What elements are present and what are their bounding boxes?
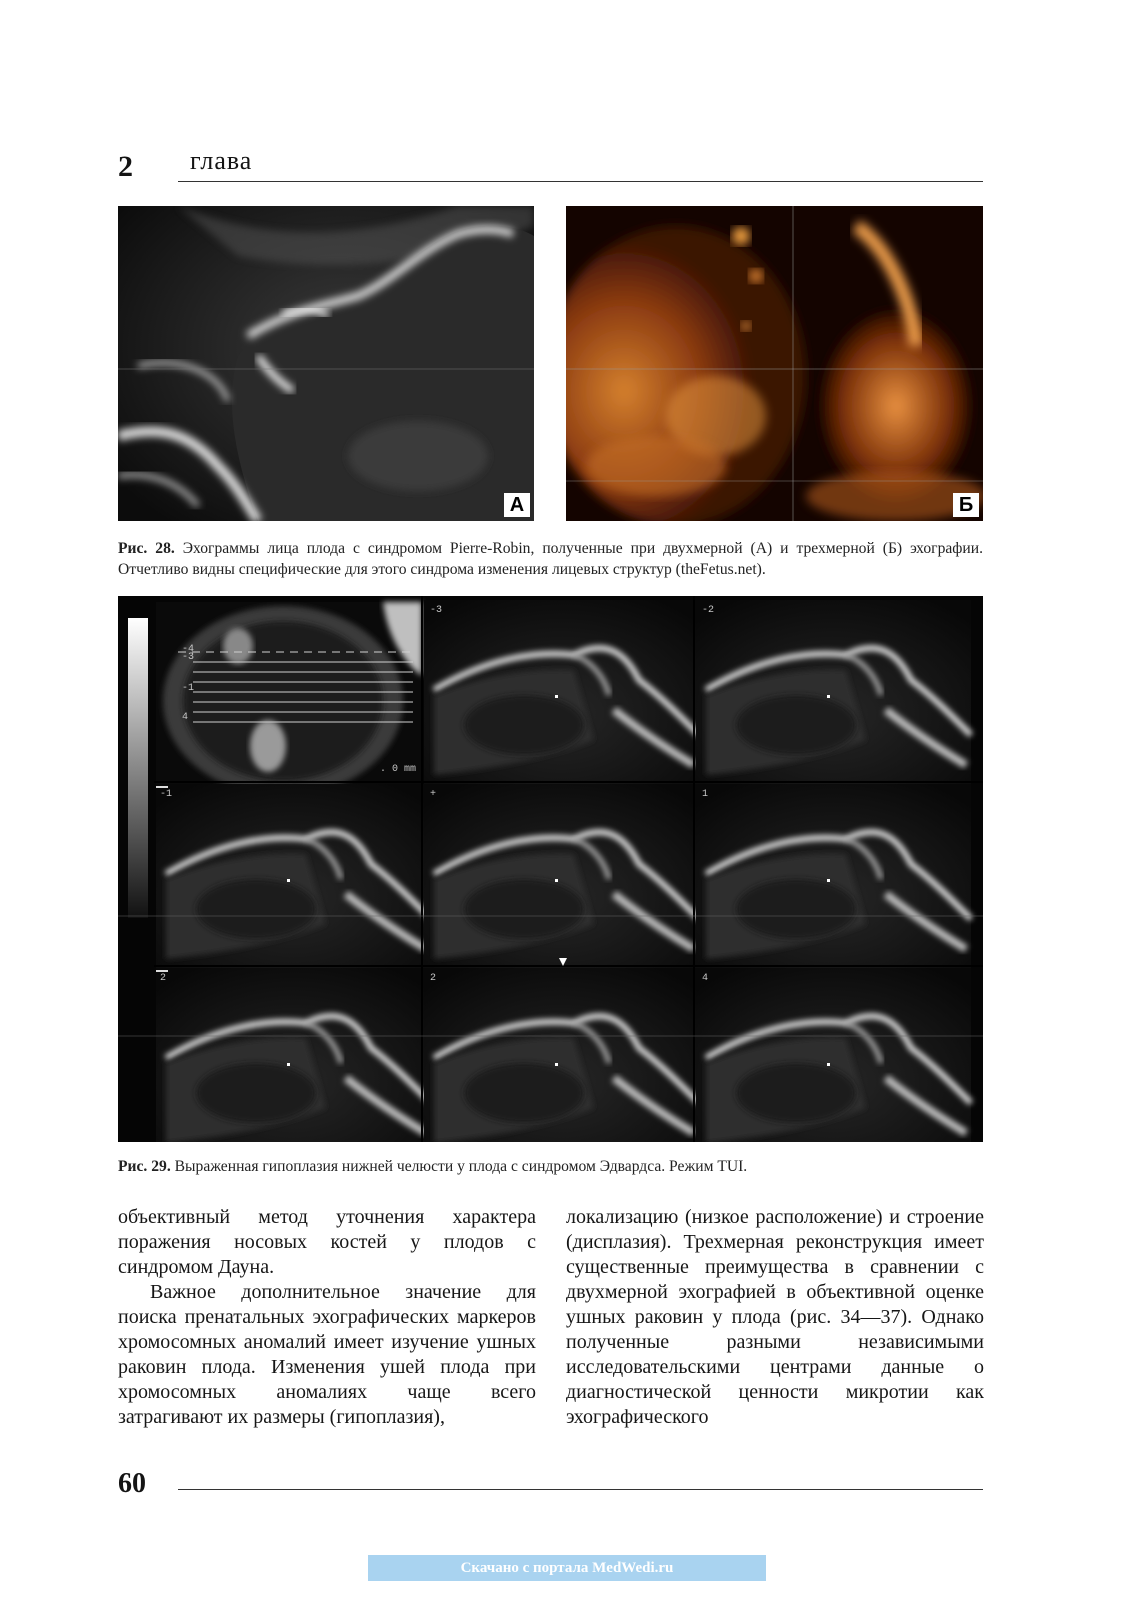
scale-tick-0: -4 <box>182 644 195 655</box>
body-paragraph: Важное дополнительное значение для поиска пренатальных эхографических маркеров хромосомных аномалий имеет изучение ушных раковин плода. Изменения ушей плода при хромосомных аномалиях чаще всего затрагивают их размеры (гипоплазия), <box>118 1281 536 1428</box>
body-right-column <box>566 1205 984 1430</box>
scale-tick-3: -1 <box>182 683 195 694</box>
slice-label-7: 4 <box>702 973 709 984</box>
header-rule <box>178 181 983 182</box>
figure-29-caption-text: Выраженная гипоплазия нижней челюсти у плода с синдромом Эдвардса. Режим TUI. <box>174 1158 748 1175</box>
figure-28-caption-lead: Рис. 28. <box>118 540 175 557</box>
body-paragraph: локализацию (низкое расположение) и строение (дисплазия). Трехмерная реконструкция имеет существенные преимущества в сравнении с двухмерной эхографией в объективной оценке ушных раковин у плода (рис. 34—37). Однако полученные разными независимыми исследовательскими центрами данные о диагностической ценности микротии как эхографического <box>566 1206 984 1428</box>
scale-tick-4: 4 <box>182 712 189 723</box>
chapter-title: глава <box>190 146 253 175</box>
figure-29-caption-lead: Рис. 29. <box>118 1158 171 1175</box>
page-number: 60 <box>118 1468 146 1499</box>
mm-label: . 0 mm <box>380 764 417 775</box>
body-paragraph: объективный метод уточнения характера поражения носовых костей у плодов с синдромом Дауна. <box>118 1206 536 1278</box>
slice-label-5: 2 <box>160 973 167 984</box>
body-left-column <box>118 1205 536 1430</box>
figure-28b-3d-render <box>566 206 983 521</box>
panel-a-label: А <box>504 493 530 517</box>
chapter-number: 2 <box>118 150 133 183</box>
figure-28-caption <box>118 538 983 580</box>
figure-29-caption <box>118 1156 983 1177</box>
slice-label-1: -2 <box>702 605 715 616</box>
slice-label-3: + <box>430 789 437 800</box>
scale-tick-1: -3 <box>182 652 195 663</box>
figure-28a-ultrasound-image <box>118 206 534 521</box>
slice-label-6: 2 <box>430 973 437 984</box>
figure-29-tui-grid <box>118 596 983 1142</box>
slice-label-2: -1 <box>160 789 173 800</box>
panel-b-label: Б <box>953 493 979 517</box>
footer-rule <box>178 1489 983 1490</box>
slice-label-4: 1 <box>702 789 709 800</box>
figure-28-caption-text: Эхограммы лица плода с синдромом Pierre-Robin, полученные при двухмерной (А) и трехмерной (Б) эхографии. Отчетливо видны специфические для этого синдрома изменения лицевых структур (theFetus.net). <box>118 540 983 578</box>
download-banner[interactable]: Скачано с портала MedWedi.ru <box>368 1555 766 1581</box>
slice-label-0: -3 <box>430 605 443 616</box>
